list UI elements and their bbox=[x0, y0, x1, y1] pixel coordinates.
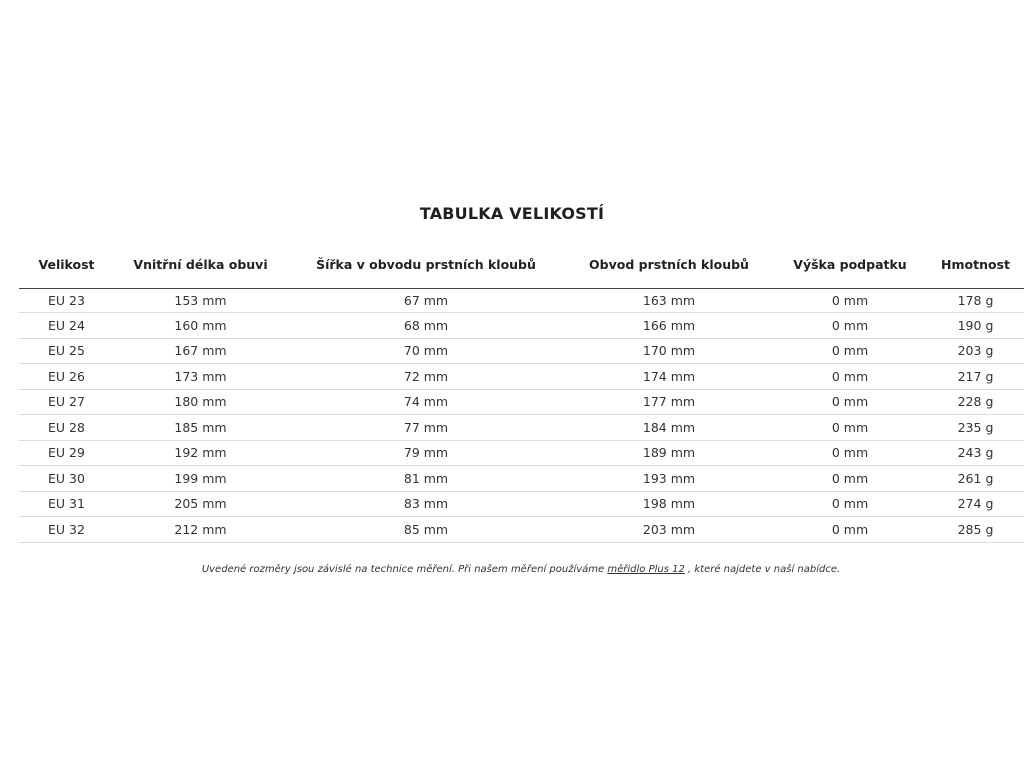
column-header-weight: Hmotnost bbox=[927, 240, 1024, 289]
cell-knuckle-width: 79 mm bbox=[287, 440, 565, 466]
cell-weight: 285 g bbox=[927, 517, 1024, 543]
cell-knuckle-girth: 198 mm bbox=[565, 491, 773, 517]
table-row bbox=[19, 466, 1024, 492]
cell-weight: 274 g bbox=[927, 491, 1024, 517]
cell-inner-length: 192 mm bbox=[114, 440, 287, 466]
column-header-inner-length: Vnitřní délka obuvi bbox=[114, 240, 287, 289]
cell-knuckle-girth: 166 mm bbox=[565, 313, 773, 339]
cell-inner-length: 180 mm bbox=[114, 389, 287, 415]
cell-knuckle-width: 70 mm bbox=[287, 338, 565, 364]
cell-weight: 190 g bbox=[927, 313, 1024, 339]
cell-size: EU 24 bbox=[19, 313, 114, 339]
cell-knuckle-girth: 184 mm bbox=[565, 415, 773, 441]
cell-heel-height: 0 mm bbox=[773, 491, 927, 517]
cell-heel-height: 0 mm bbox=[773, 389, 927, 415]
cell-knuckle-girth: 189 mm bbox=[565, 440, 773, 466]
cell-heel-height: 0 mm bbox=[773, 440, 927, 466]
cell-heel-height: 0 mm bbox=[773, 338, 927, 364]
footnote-text-before: Uvedené rozměry jsou závislé na technice měření. Při našem měření používáme bbox=[201, 564, 608, 575]
cell-weight: 217 g bbox=[927, 364, 1024, 390]
measuring-tool-link[interactable]: měřidlo Plus 12 bbox=[607, 564, 685, 575]
cell-knuckle-girth: 174 mm bbox=[565, 364, 773, 390]
cell-knuckle-width: 72 mm bbox=[287, 364, 565, 390]
cell-size: EU 29 bbox=[19, 440, 114, 466]
cell-knuckle-width: 85 mm bbox=[287, 517, 565, 543]
cell-weight: 228 g bbox=[927, 389, 1024, 415]
cell-size: EU 27 bbox=[19, 389, 114, 415]
size-table bbox=[19, 240, 1024, 543]
cell-size: EU 30 bbox=[19, 466, 114, 492]
cell-inner-length: 199 mm bbox=[114, 466, 287, 492]
cell-knuckle-width: 83 mm bbox=[287, 491, 565, 517]
table-row bbox=[19, 491, 1024, 517]
table-row bbox=[19, 313, 1024, 339]
cell-inner-length: 167 mm bbox=[114, 338, 287, 364]
cell-knuckle-width: 68 mm bbox=[287, 313, 565, 339]
cell-knuckle-girth: 170 mm bbox=[565, 338, 773, 364]
cell-knuckle-width: 81 mm bbox=[287, 466, 565, 492]
table-row bbox=[19, 415, 1024, 441]
cell-heel-height: 0 mm bbox=[773, 517, 927, 543]
column-header-heel-height: Výška podpatku bbox=[773, 240, 927, 289]
cell-weight: 261 g bbox=[927, 466, 1024, 492]
column-header-knuckle-girth: Obvod prstních kloubů bbox=[565, 240, 773, 289]
table-row bbox=[19, 517, 1024, 543]
table-row bbox=[19, 364, 1024, 390]
page-title: TABULKA VELIKOSTÍ bbox=[419, 204, 605, 223]
cell-weight: 243 g bbox=[927, 440, 1024, 466]
cell-size: EU 28 bbox=[19, 415, 114, 441]
cell-knuckle-girth: 193 mm bbox=[565, 466, 773, 492]
cell-size: EU 25 bbox=[19, 338, 114, 364]
cell-knuckle-width: 74 mm bbox=[287, 389, 565, 415]
table-row bbox=[19, 289, 1024, 313]
table-row bbox=[19, 389, 1024, 415]
cell-knuckle-girth: 203 mm bbox=[565, 517, 773, 543]
cell-inner-length: 173 mm bbox=[114, 364, 287, 390]
column-header-knuckle-width: Šířka v obvodu prstních kloubů bbox=[287, 240, 565, 289]
cell-size: EU 26 bbox=[19, 364, 114, 390]
cell-weight: 178 g bbox=[927, 289, 1024, 313]
table-header-row bbox=[19, 240, 1024, 289]
cell-inner-length: 185 mm bbox=[114, 415, 287, 441]
cell-inner-length: 205 mm bbox=[114, 491, 287, 517]
cell-heel-height: 0 mm bbox=[773, 313, 927, 339]
cell-heel-height: 0 mm bbox=[773, 415, 927, 441]
cell-inner-length: 160 mm bbox=[114, 313, 287, 339]
cell-weight: 203 g bbox=[927, 338, 1024, 364]
table-row bbox=[19, 440, 1024, 466]
cell-size: EU 23 bbox=[19, 289, 114, 313]
cell-knuckle-girth: 177 mm bbox=[565, 389, 773, 415]
cell-heel-height: 0 mm bbox=[773, 364, 927, 390]
cell-inner-length: 153 mm bbox=[114, 289, 287, 313]
cell-size: EU 32 bbox=[19, 517, 114, 543]
cell-heel-height: 0 mm bbox=[773, 289, 927, 313]
column-header-size: Velikost bbox=[19, 240, 114, 289]
footnote-text-after: , které najdete v naší nabídce. bbox=[684, 564, 841, 575]
cell-heel-height: 0 mm bbox=[773, 466, 927, 492]
cell-knuckle-girth: 163 mm bbox=[565, 289, 773, 313]
cell-inner-length: 212 mm bbox=[114, 517, 287, 543]
cell-knuckle-width: 77 mm bbox=[287, 415, 565, 441]
table-row bbox=[19, 338, 1024, 364]
measurement-footnote bbox=[0, 564, 1024, 575]
cell-size: EU 31 bbox=[19, 491, 114, 517]
cell-weight: 235 g bbox=[927, 415, 1024, 441]
cell-knuckle-width: 67 mm bbox=[287, 289, 565, 313]
